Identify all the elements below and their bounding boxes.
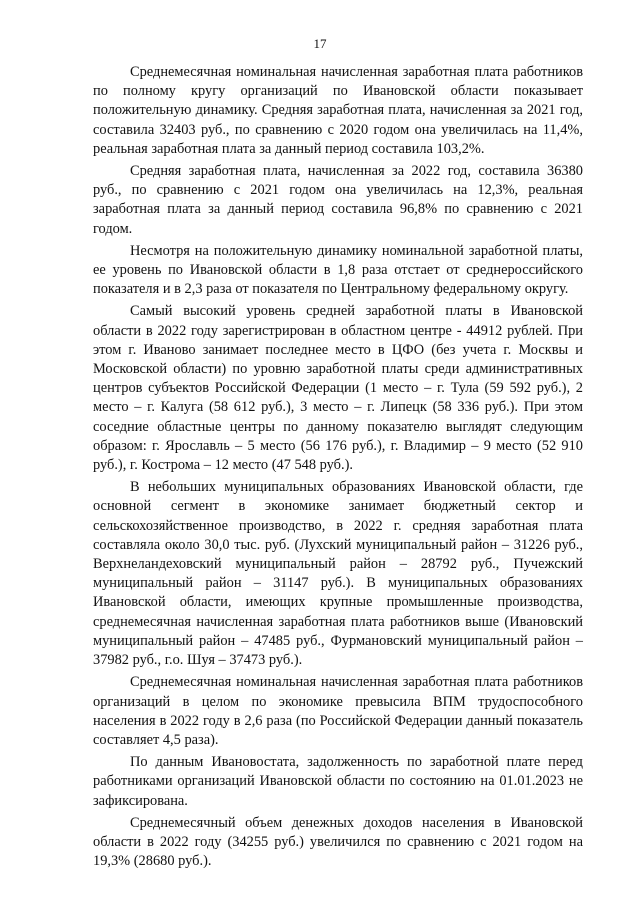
paragraph-nominal-wage-2021: Среднемесячная номинальная начисленная заработная плата работников по полному кругу организаций по Ивановской области показывает положительную динамику. Средняя заработная плата, начисленная за 2021 год, составила 32403 руб., по сравнению с 2020 годом она увеличилась на 11,4%, реальная заработная плата за данный период составила 103,2%. xyxy=(93,64,583,157)
document-body xyxy=(93,63,583,874)
paragraph-subsistence-minimum: Среднемесячная номинальная начисленная заработная плата работников организаций в целом по экономике превысила ВПМ трудоспособного населения в 2022 году в 2,6 раза (по Российской Федерации данный показатель составляет 4,5 раза). xyxy=(93,674,583,748)
paragraph-wage-arrears: По данным Ивановостата, задолженность по заработной плате перед работниками организаций Ивановской области по состоянию на 01.01.2023 не зафиксирована. xyxy=(93,754,583,809)
paragraph-wage-2022: Средняя заработная плата, начисленная за 2022 год, составила 36380 руб., по сравнению с 2021 годом она увеличилась на 12,3%, реальная заработная плата за данный период составила 96,8% по сравнению с 2021 годом. xyxy=(93,163,583,237)
paragraph-cash-income: Среднемесячный объем денежных доходов населения в Ивановской области в 2022 году (34255 руб.) увеличился по сравнению с 2021 годом на 19,3% (28680 руб.). xyxy=(93,814,583,870)
paragraph-regional-center-wage: Самый высокий уровень средней заработной платы в Ивановской области в 2022 году зарегистрирован в областном центре - 44912 рублей. При этом г. Иваново занимает последнее место в ЦФО (без учета г. Москвы и Московской области) по уровню заработной платы среди административных центров субъектов Российской Федерации (1 место – г. Тула (59 592 руб.), 2 место – г. Калуга (58 612 руб.), 3 место – г. Липецк (58 336 руб.). При этом соседние областные центры по данному показателю выглядят следующим образом: г. Ярославль – 5 место (56 176 руб.), г. Владимир – 9 место (52 910 руб.), г. Кострома – 12 место (47 548 руб.). xyxy=(93,303,583,474)
paragraph-wage-lag: Несмотря на положительную динамику номинальной заработной платы, ее уровень по Ивановской области в 1,8 раза отстает от среднероссийского показателя и в 2,3 раза от показателя по Центральному федеральному округу. xyxy=(93,242,583,298)
page-number: 17 xyxy=(313,36,327,51)
paragraph-municipal-wages: В небольших муниципальных образованиях Ивановской области, где основной сегмент в экономике занимает бюджетный сектор и сельскохозяйственное производство, в 2022 г. средняя заработная плата составляла около 30,0 тыс. руб. (Лухский муниципальный район – 31226 руб., Верхнеландеховский муниципальный район – 28792 руб., Пучежский муниципальный район – 31147 руб.). В муниципальных образованиях Ивановской области, имеющих крупные промышленные производства, среднемесячная начисленная заработная плата работников выше (Ивановский муниципальный район – 47485 руб., Фурмановский муниципальный район – 37982 руб., г.о. Шуя – 37473 руб.). xyxy=(93,479,583,669)
